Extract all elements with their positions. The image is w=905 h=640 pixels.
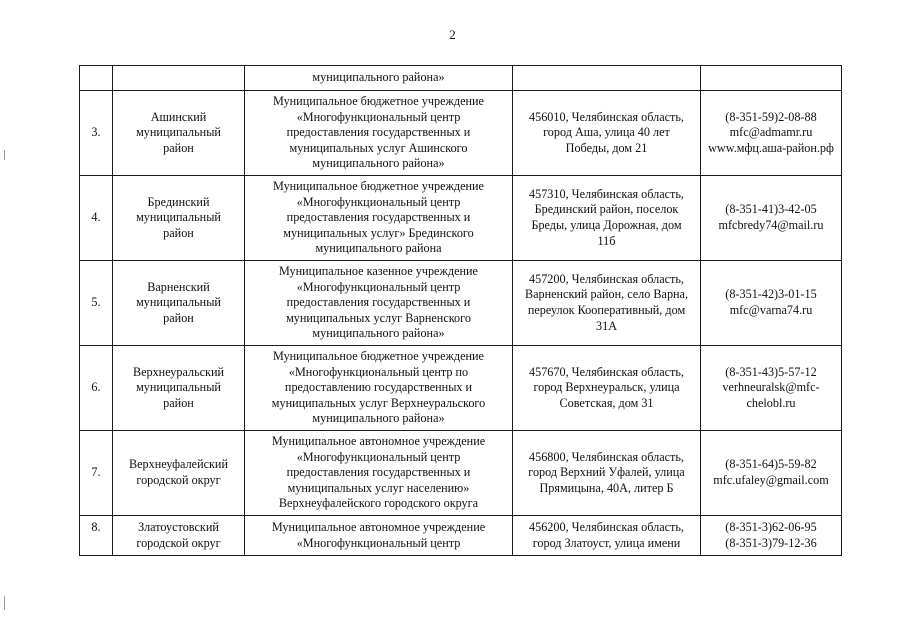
email-address: mfc@admamr.ru [729,125,813,140]
email-address: chelobl.ru [746,395,796,410]
contacts-cell [701,261,842,346]
table-row [80,516,842,556]
address-cell [513,261,701,346]
district-cell [113,261,245,346]
address-line: 457670, Челябинская область, [529,364,684,379]
email-address: mfc.ufaley@gmail.com [713,473,829,487]
organization-cell [245,431,513,516]
email-address: verhneuralsk@mfc- [722,380,820,395]
phone-number: (8-351-3)79-12-36 [725,535,817,550]
organization-line: Муниципальное бюджетное учреждение [273,349,484,364]
contacts-cell [701,431,842,516]
organization-line: предоставления государственных и [286,295,471,310]
table-row [80,91,842,176]
address-line: 456010, Челябинская область, [529,109,684,124]
row-number-cell: 6. [80,346,113,431]
table-row-continuation [80,66,842,91]
organization-line: «Многофункциональный центр [296,109,461,124]
address-line: город Верхний Уфалей, улица [528,465,685,480]
row-number-cell [80,66,113,91]
address-line: 457310, Челябинская область, [529,186,684,201]
address-cell [513,431,701,516]
contacts-cell [701,66,842,91]
district-line: городской округ [136,535,221,550]
row-number-cell: 8. [80,516,113,556]
district-line: Верхнеуфалейский [129,457,228,472]
table-row [80,176,842,261]
phone-number: (8-351-3)62-06-95 [725,520,817,534]
address-cell [513,346,701,431]
table-row [80,346,842,431]
contacts-cell [701,91,842,176]
address-line: 31А [596,318,617,333]
organization-cell [245,516,513,556]
district-cell [113,66,245,91]
contacts-cell [701,346,842,431]
contacts-cell [701,516,842,556]
organization-cell [245,346,513,431]
phone-number: (8-351-59)2-08-88 [725,109,817,124]
district-line: Варненский [147,279,210,294]
organization-line: муниципальных услуг Варненского [286,310,471,325]
scan-margin-mark [4,150,5,160]
phone-number: (8-351-64)5-59-82 [725,457,817,472]
organization-line: муниципальных услуг Верхнеуральского [271,395,486,410]
address-cell [513,176,701,261]
organization-line: Муниципальное бюджетное учреждение [273,94,484,109]
address-line: Советская, дом 31 [559,395,654,410]
district-line: район [163,140,194,155]
district-line: муниципальный [136,295,221,310]
organization-line: муниципальных услуг населению» [287,480,470,495]
row-number-cell: 7. [80,431,113,516]
district-cell [113,431,245,516]
address-cell [513,91,701,176]
district-line: муниципальный [136,210,221,225]
organization-line: «Многофункциональный центр [296,449,461,464]
organization-line: муниципальных услуг Ашинского [289,140,468,155]
organization-line: предоставления государственных и [286,465,471,480]
organization-line: «Многофункциональный центр [296,194,461,209]
organization-line: Муниципальное бюджетное учреждение [273,179,484,194]
organization-cell [245,91,513,176]
district-line: Ашинский [150,109,207,124]
district-line: Верхнеуральский [132,364,225,379]
address-line: Варненский район, село Варна, [524,287,689,302]
address-cell [513,66,701,91]
email-address: mfcbredy74@mail.ru [718,218,824,232]
district-line: район [163,225,194,240]
website-address: www.мфц.аша-район.рф [708,140,834,155]
organization-line: муниципальных услуг» Брединского [283,225,474,240]
organization-line: «Многофункциональный центр [296,279,461,294]
organization-line: Муниципальное автономное учреждение [271,520,486,534]
address-line: Прямицына, 40А, литер Б [539,480,674,495]
address-line: город Верхнеуральск, улица [533,380,680,395]
organization-cell [245,261,513,346]
page-number: 2 [449,27,456,42]
address-line: переулок Кооперативный, дом [527,303,686,317]
district-cell [113,176,245,261]
organization-cell: муниципального района» [245,66,513,91]
table-row [80,431,842,516]
district-line: муниципальный [136,380,221,395]
row-number-cell: 5. [80,261,113,346]
district-line: Брединский [147,194,210,209]
address-line: Победы, дом 21 [565,140,648,155]
address-line: 456200, Челябинская область, [529,520,684,534]
district-cell [113,346,245,431]
organization-line: Муниципальное казенное учреждение [279,264,478,279]
address-line: Бреды, улица Дорожная, дом [531,218,682,232]
organization-line: муниципального района» [312,326,445,341]
address-line: 456800, Челябинская область, [529,449,684,464]
organization-line: предоставления государственных и [286,210,471,225]
phone-number: (8-351-41)3-42-05 [725,202,817,217]
address-line: город Аша, улица 40 лет [543,125,670,140]
phone-number: (8-351-43)5-57-12 [725,364,817,379]
organization-line: Муниципальное автономное учреждение [271,434,486,449]
row-number-cell: 4. [80,176,113,261]
organization-cell [245,176,513,261]
table-row [80,261,842,346]
district-line: район [163,310,194,325]
organization-line: Верхнеуфалейского городского округа [278,496,479,511]
organization-line: муниципального района» [312,156,445,171]
district-line: городской округ [136,473,221,487]
mfc-registry-table [79,65,842,556]
organization-line: «Многофункциональный центр [296,535,461,550]
contacts-cell [701,176,842,261]
phone-number: (8-351-42)3-01-15 [725,287,817,302]
row-number-cell: 3. [80,91,113,176]
organization-line: муниципального района» [312,411,445,426]
district-line: Златоустовский [138,520,219,534]
district-cell [113,516,245,556]
scan-margin-mark [4,596,5,610]
address-line: Брединский район, поселок [534,202,679,217]
district-line: муниципальный [136,125,221,140]
organization-line: «Многофункциональный центр по [288,364,469,379]
address-cell [513,516,701,556]
address-line: 11б [597,233,616,248]
organization-line: предоставления государственных и [286,125,471,140]
district-line: район [163,395,194,410]
address-line: город Златоуст, улица имени [532,535,681,550]
organization-line: предоставлению государственных и [284,380,473,395]
address-line: 457200, Челябинская область, [529,271,684,286]
email-address: mfc@varna74.ru [729,303,813,317]
organization-line: муниципального района [315,241,442,256]
district-cell [113,91,245,176]
